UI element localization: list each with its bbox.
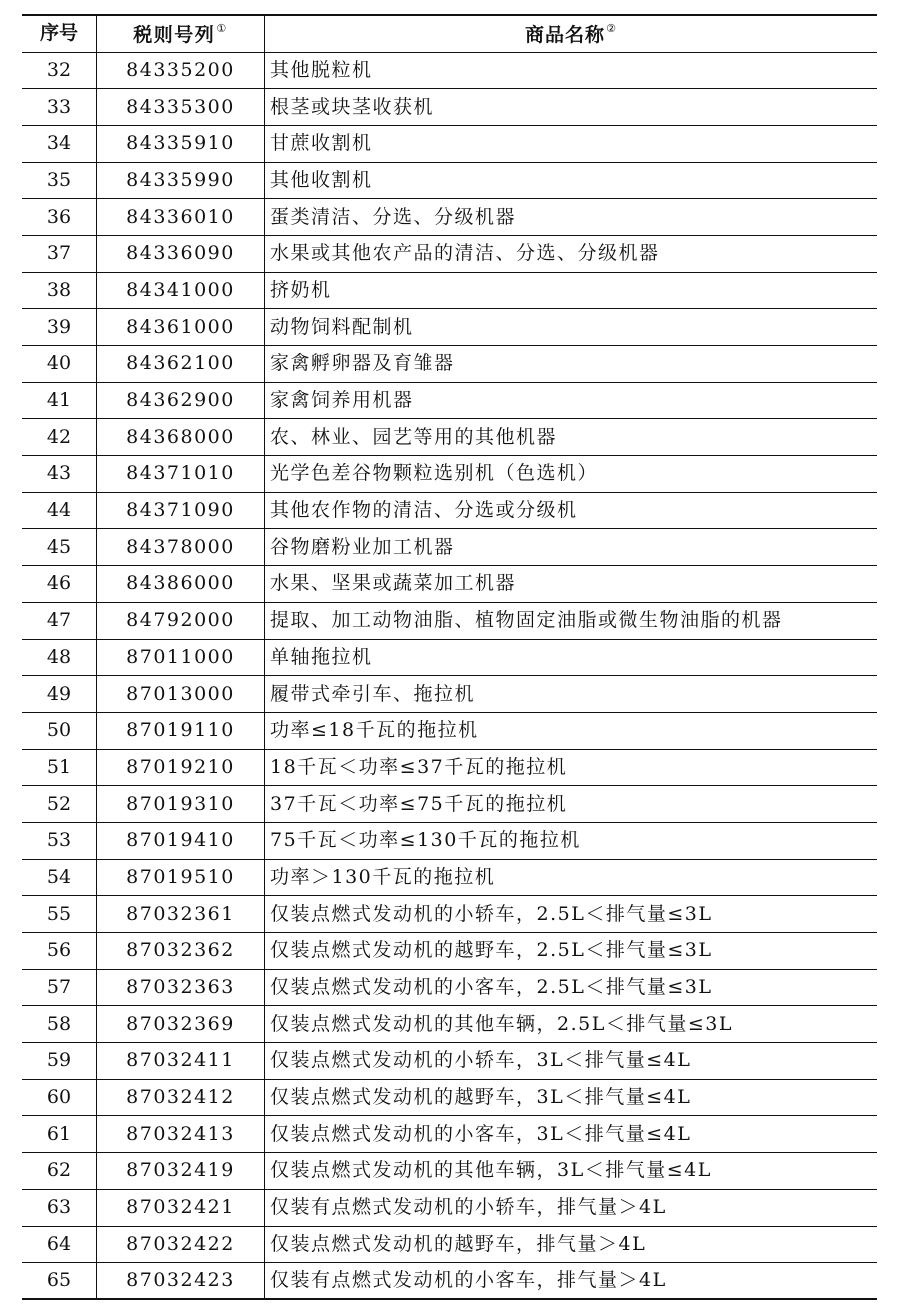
row-index-cell: 59 — [22, 1043, 97, 1080]
product-name-cell: 仅装点燃式发动机的小轿车，3L＜排气量≤4L — [265, 1043, 878, 1080]
tariff-table — [22, 14, 877, 1300]
product-name-cell: 18千瓦＜功率≤37千瓦的拖拉机 — [265, 749, 878, 786]
product-name-cell: 根茎或块茎收获机 — [265, 89, 878, 126]
tariff-code-cell: 87032362 — [97, 933, 265, 970]
row-index-cell: 47 — [22, 602, 97, 639]
row-index-cell: 50 — [22, 712, 97, 749]
row-index-cell: 39 — [22, 309, 97, 346]
tariff-code-cell: 87032422 — [97, 1226, 265, 1263]
product-name-cell: 仅装点燃式发动机的越野车，排气量＞4L — [265, 1226, 878, 1263]
tariff-code-cell: 87011000 — [97, 639, 265, 676]
product-name-cell: 光学色差谷物颗粒选别机（色选机） — [265, 456, 878, 493]
row-index-cell: 49 — [22, 676, 97, 713]
product-name-cell: 挤奶机 — [265, 272, 878, 309]
tariff-code-cell: 87032411 — [97, 1043, 265, 1080]
tariff-code-cell: 87019310 — [97, 786, 265, 823]
row-index-cell: 32 — [22, 52, 97, 89]
table-row — [22, 529, 877, 566]
product-name-cell: 仅装点燃式发动机的小轿车，2.5L＜排气量≤3L — [265, 896, 878, 933]
tariff-code-cell: 84341000 — [97, 272, 265, 309]
tariff-code-cell: 87019410 — [97, 822, 265, 859]
row-index-cell: 61 — [22, 1116, 97, 1153]
row-index-cell: 34 — [22, 125, 97, 162]
table-row — [22, 1079, 877, 1116]
tariff-code-cell: 87032361 — [97, 896, 265, 933]
product-name-cell: 75千瓦＜功率≤130千瓦的拖拉机 — [265, 822, 878, 859]
row-index-cell: 57 — [22, 969, 97, 1006]
tariff-code-cell: 84361000 — [97, 309, 265, 346]
row-index-cell: 60 — [22, 1079, 97, 1116]
product-name-cell: 功率＞130千瓦的拖拉机 — [265, 859, 878, 896]
product-name-cell: 37千瓦＜功率≤75千瓦的拖拉机 — [265, 786, 878, 823]
row-index-cell: 62 — [22, 1153, 97, 1190]
product-name-cell: 甘蔗收割机 — [265, 125, 878, 162]
row-index-cell: 65 — [22, 1263, 97, 1300]
tariff-code-cell: 84368000 — [97, 419, 265, 456]
tariff-code-cell: 84336090 — [97, 235, 265, 272]
table-row — [22, 639, 877, 676]
product-name-cell: 履带式牵引车、拖拉机 — [265, 676, 878, 713]
product-name-cell: 农、林业、园艺等用的其他机器 — [265, 419, 878, 456]
product-name-cell: 仅装点燃式发动机的越野车，3L＜排气量≤4L — [265, 1079, 878, 1116]
tariff-code-cell: 87019210 — [97, 749, 265, 786]
table-row — [22, 346, 877, 383]
row-index-cell: 44 — [22, 492, 97, 529]
product-name-cell: 仅装点燃式发动机的小客车，3L＜排气量≤4L — [265, 1116, 878, 1153]
table-row — [22, 822, 877, 859]
row-index-cell: 35 — [22, 162, 97, 199]
tariff-code-cell: 84362100 — [97, 346, 265, 383]
table-row — [22, 162, 877, 199]
product-name-cell: 仅装点燃式发动机的其他车辆，3L＜排气量≤4L — [265, 1153, 878, 1190]
header-code — [97, 15, 265, 52]
product-name-cell: 仅装点燃式发动机的越野车，2.5L＜排气量≤3L — [265, 933, 878, 970]
tariff-code-cell: 87032413 — [97, 1116, 265, 1153]
tariff-table-container — [22, 14, 877, 1300]
tariff-code-cell: 84386000 — [97, 566, 265, 603]
tariff-code-cell: 87032412 — [97, 1079, 265, 1116]
row-index-cell: 43 — [22, 456, 97, 493]
product-name-cell: 仅装点燃式发动机的其他车辆，2.5L＜排气量≤3L — [265, 1006, 878, 1043]
table-row — [22, 896, 877, 933]
row-index-cell: 37 — [22, 235, 97, 272]
table-row — [22, 52, 877, 89]
row-index-cell: 56 — [22, 933, 97, 970]
table-row — [22, 1043, 877, 1080]
table-row — [22, 492, 877, 529]
product-name-cell: 功率≤18千瓦的拖拉机 — [265, 712, 878, 749]
tariff-code-cell: 84371090 — [97, 492, 265, 529]
row-index-cell: 41 — [22, 382, 97, 419]
table-row — [22, 749, 877, 786]
table-header — [22, 15, 877, 52]
tariff-code-cell: 84336010 — [97, 199, 265, 236]
tariff-code-cell: 84335300 — [97, 89, 265, 126]
tariff-code-cell: 87019510 — [97, 859, 265, 896]
table-row — [22, 419, 877, 456]
table-row — [22, 566, 877, 603]
product-name-cell: 动物饲料配制机 — [265, 309, 878, 346]
product-name-cell: 其他收割机 — [265, 162, 878, 199]
table-row — [22, 933, 877, 970]
table-row — [22, 125, 877, 162]
table-row — [22, 1263, 877, 1300]
header-row — [22, 15, 877, 52]
product-name-cell: 水果、坚果或蔬菜加工机器 — [265, 566, 878, 603]
product-name-cell: 水果或其他农产品的清洁、分选、分级机器 — [265, 235, 878, 272]
product-name-cell: 仅装有点燃式发动机的小轿车，排气量＞4L — [265, 1189, 878, 1226]
header-name-label: 商品名称 — [525, 23, 606, 46]
row-index-cell: 63 — [22, 1189, 97, 1226]
row-index-cell: 54 — [22, 859, 97, 896]
row-index-cell: 33 — [22, 89, 97, 126]
product-name-cell: 谷物磨粉业加工机器 — [265, 529, 878, 566]
header-name — [265, 15, 878, 52]
tariff-code-cell: 87032363 — [97, 969, 265, 1006]
row-index-cell: 45 — [22, 529, 97, 566]
header-index — [22, 15, 97, 52]
product-name-cell: 蛋类清洁、分选、分级机器 — [265, 199, 878, 236]
table-row — [22, 1153, 877, 1190]
table-row — [22, 786, 877, 823]
table-row — [22, 89, 877, 126]
tariff-code-cell: 87013000 — [97, 676, 265, 713]
product-name-cell: 提取、加工动物油脂、植物固定油脂或微生物油脂的机器 — [265, 602, 878, 639]
tariff-code-cell: 84335990 — [97, 162, 265, 199]
row-index-cell: 53 — [22, 822, 97, 859]
header-index-label: 序号 — [39, 22, 78, 45]
row-index-cell: 48 — [22, 639, 97, 676]
tariff-code-cell: 84378000 — [97, 529, 265, 566]
row-index-cell: 58 — [22, 1006, 97, 1043]
row-index-cell: 40 — [22, 346, 97, 383]
table-row — [22, 1006, 877, 1043]
table-row — [22, 712, 877, 749]
tariff-code-cell: 84335910 — [97, 125, 265, 162]
row-index-cell: 51 — [22, 749, 97, 786]
product-name-cell: 单轴拖拉机 — [265, 639, 878, 676]
product-name-cell: 仅装点燃式发动机的小客车，2.5L＜排气量≤3L — [265, 969, 878, 1006]
row-index-cell: 55 — [22, 896, 97, 933]
tariff-code-cell: 84362900 — [97, 382, 265, 419]
footnote-mark-1: ① — [216, 21, 228, 35]
table-row — [22, 676, 877, 713]
footnote-mark-2: ② — [606, 21, 617, 35]
product-name-cell: 其他脱粒机 — [265, 52, 878, 89]
table-row — [22, 1226, 877, 1263]
table-row — [22, 969, 877, 1006]
product-name-cell: 仅装有点燃式发动机的小客车，排气量＞4L — [265, 1263, 878, 1300]
tariff-code-cell: 84371010 — [97, 456, 265, 493]
table-row — [22, 309, 877, 346]
header-code-label: 税则号列 — [133, 23, 216, 46]
table-row — [22, 199, 877, 236]
table-row — [22, 602, 877, 639]
tariff-code-cell: 84335200 — [97, 52, 265, 89]
product-name-cell: 其他农作物的清洁、分选或分级机 — [265, 492, 878, 529]
product-name-cell: 家禽饲养用机器 — [265, 382, 878, 419]
product-name-cell: 家禽孵卵器及育雏器 — [265, 346, 878, 383]
tariff-code-cell: 87019110 — [97, 712, 265, 749]
table-row — [22, 1189, 877, 1226]
tariff-code-cell: 87032423 — [97, 1263, 265, 1300]
row-index-cell: 42 — [22, 419, 97, 456]
table-row — [22, 382, 877, 419]
row-index-cell: 46 — [22, 566, 97, 603]
table-body — [22, 52, 877, 1299]
row-index-cell: 52 — [22, 786, 97, 823]
row-index-cell: 64 — [22, 1226, 97, 1263]
table-row — [22, 235, 877, 272]
table-row — [22, 1116, 877, 1153]
tariff-code-cell: 87032421 — [97, 1189, 265, 1226]
table-row — [22, 456, 877, 493]
row-index-cell: 36 — [22, 199, 97, 236]
tariff-code-cell: 87032419 — [97, 1153, 265, 1190]
tariff-code-cell: 87032369 — [97, 1006, 265, 1043]
table-row — [22, 272, 877, 309]
table-row — [22, 859, 877, 896]
tariff-code-cell: 84792000 — [97, 602, 265, 639]
row-index-cell: 38 — [22, 272, 97, 309]
